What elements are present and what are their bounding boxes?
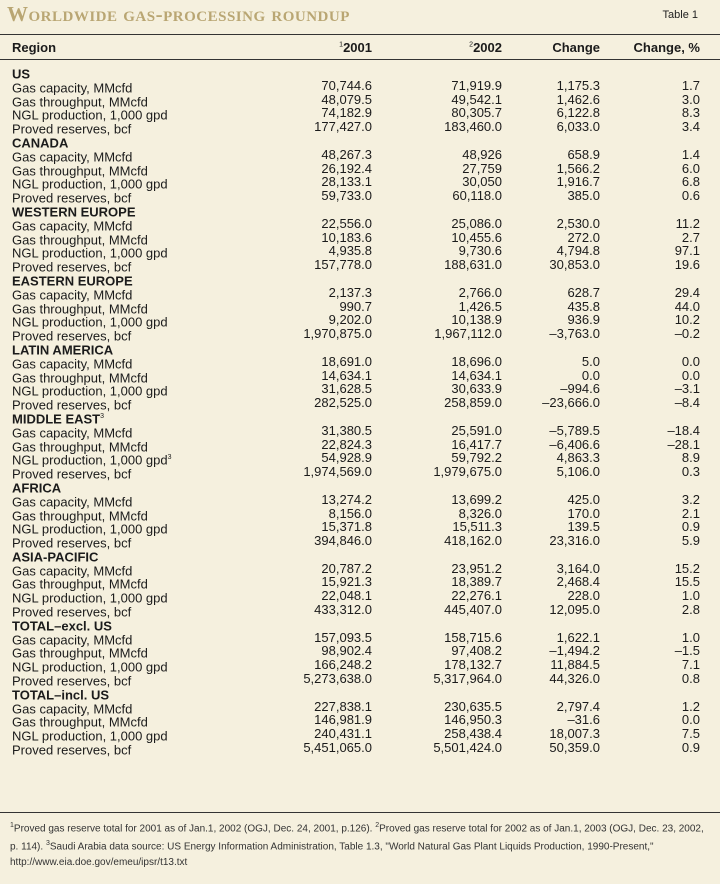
value-2001: 14,634.1 [321, 367, 372, 383]
value-change: 1,916.7 [556, 174, 600, 190]
region-heading: WESTERN EUROPE [12, 204, 136, 220]
table-row [0, 381, 720, 399]
table-row [0, 326, 720, 344]
row-label: NGL production, 1,000 gpd [12, 659, 168, 675]
value-2001: 18,691.0 [321, 353, 372, 369]
footnote-marker: 2 [375, 822, 380, 829]
row-label: Gas capacity, MMcfd [12, 149, 133, 165]
value-change: 658.9 [567, 146, 600, 162]
value-2002: 25,591.0 [451, 422, 502, 438]
value-2001: 157,093.5 [314, 629, 372, 645]
value-change-pct: 7.5 [681, 726, 700, 742]
row-label: Gas capacity, MMcfd [12, 563, 133, 579]
value-2002: 30,633.9 [451, 381, 502, 397]
value-2001: 1,974,569.0 [303, 464, 372, 480]
row-label: NGL production, 1,000 gpd [12, 107, 168, 123]
row-label: Proved reserves, bcf [12, 673, 132, 689]
value-2002: 30,050 [462, 174, 502, 190]
table-row [0, 574, 720, 592]
value-2002: 59,792.2 [451, 450, 502, 466]
value-change: 936.9 [567, 312, 600, 328]
row-label: Proved reserves, bcf [12, 535, 132, 551]
value-change-pct: 0.3 [681, 464, 700, 480]
value-2001: 59,733.0 [321, 188, 372, 204]
value-change-pct: 0.9 [681, 740, 700, 756]
table-row [0, 77, 720, 96]
region-heading: AFRICA [12, 480, 62, 496]
table-row [0, 243, 720, 261]
table-row [0, 519, 720, 537]
value-2002: 10,455.6 [451, 229, 502, 245]
value-2001: 394,846.0 [314, 533, 372, 549]
value-change-pct: 2.8 [681, 602, 700, 618]
region-heading: LATIN AMERICA [12, 342, 114, 358]
value-2001: 10,183.6 [321, 229, 372, 245]
value-2001: 990.7 [339, 298, 372, 314]
value-change: 272.0 [567, 229, 600, 245]
value-change-pct: 8.3 [681, 105, 700, 121]
table-row [0, 671, 720, 689]
value-2001: 1,970,875.0 [303, 326, 372, 342]
value-change-pct: –18.4 [667, 422, 700, 438]
value-change-pct: 5.9 [681, 533, 700, 549]
value-change: 385.0 [567, 188, 600, 204]
table-row [0, 422, 720, 441]
region-heading: TOTAL–incl. US [12, 687, 110, 703]
value-change-pct: 1.2 [681, 698, 700, 714]
footnote-text: Saudi Arabia data source: US Energy Information Administration, Table 1.3, "World Natural Gas Plant Liquids Production, 1990-Present," http://www.eia.doe.gov/emeu/ipsr/t13.txt [10, 841, 654, 868]
value-2002: 14,634.1 [451, 367, 502, 383]
row-label: Gas capacity, MMcfd [12, 218, 133, 234]
value-2002: 258,438.4 [444, 726, 502, 742]
table-row [0, 119, 720, 137]
table-row [0, 740, 720, 758]
value-change: 1,566.2 [556, 160, 600, 176]
value-2002: 418,162.0 [444, 533, 502, 549]
value-2002: 49,542.1 [451, 91, 502, 107]
table-row [0, 353, 720, 372]
value-2002: 15,511.3 [452, 519, 502, 535]
table-body [0, 65, 720, 758]
table-row [0, 712, 720, 730]
value-change: 0.0 [581, 367, 600, 383]
header-region: Region [12, 40, 57, 55]
value-change-pct: 0.8 [681, 671, 700, 687]
value-2001: 9,202.0 [328, 312, 372, 328]
value-change: 435.8 [567, 298, 600, 314]
value-2001: 54,928.9 [321, 450, 372, 466]
value-2001: 240,431.1 [314, 726, 372, 742]
row-label: Gas capacity, MMcfd [12, 425, 133, 441]
value-change-pct: 15.5 [674, 574, 700, 590]
value-change: 170.0 [567, 505, 600, 521]
footnote-marker: 3 [45, 840, 50, 848]
value-change: 228.0 [567, 588, 600, 604]
value-change-pct: 1.7 [681, 77, 700, 93]
value-2002: 5,317,964.0 [433, 671, 502, 687]
table-row [0, 93, 720, 107]
value-2002: 183,460.0 [444, 119, 502, 135]
value-change-pct: 0.0 [681, 712, 700, 728]
value-change: 2,797.4 [556, 698, 600, 714]
row-label: NGL production, 1,000 gpd [12, 521, 168, 537]
table-row [0, 588, 720, 606]
value-change: 628.7 [567, 284, 600, 300]
region-heading: CANADA [12, 135, 69, 151]
value-2001: 5,273,638.0 [303, 671, 372, 687]
row-label: Gas throughput, MMcfd [12, 507, 148, 523]
value-change-pct: –3.1 [674, 381, 700, 397]
value-change: 425.0 [567, 491, 600, 507]
value-2002: 8,326.0 [458, 505, 502, 521]
value-2001: 74,182.9 [321, 105, 372, 121]
value-change-pct: 1.0 [681, 629, 700, 645]
value-2002: 5,501,424.0 [433, 740, 502, 756]
value-change-pct: 6.8 [681, 174, 700, 190]
row-label: Gas capacity, MMcfd [12, 287, 133, 303]
value-change: 1,462.6 [556, 91, 600, 107]
row-label: NGL production, 1,000 gpd [12, 590, 168, 606]
row-label: Proved reserves, bcf [12, 259, 132, 275]
value-change-pct: 44.0 [674, 298, 700, 314]
value-2001: 433,312.0 [314, 602, 372, 618]
value-2002: 9,730.6 [458, 243, 502, 259]
table-row [0, 560, 720, 579]
row-label: Gas throughput, MMcfd [12, 231, 148, 247]
value-change-pct: 1.0 [681, 588, 700, 604]
row-label: Proved reserves, bcf [12, 190, 132, 206]
region-heading: MIDDLE EAST$^3$ [12, 411, 105, 427]
value-change: 6,122.8 [556, 105, 600, 121]
value-change-pct: 0.9 [681, 519, 700, 535]
row-label: Proved reserves, bcf [12, 397, 132, 413]
table-row [0, 450, 720, 468]
row-label: Proved reserves, bcf [12, 466, 132, 482]
value-change-pct: 11.2 [675, 215, 700, 231]
table-row [0, 464, 720, 482]
value-2002: 258,859.0 [444, 395, 502, 411]
value-change: –5,789.5 [549, 422, 600, 438]
value-2001: 177,427.0 [314, 119, 372, 135]
value-change-pct: 3.2 [681, 491, 700, 507]
table-row [0, 257, 720, 275]
value-change: 50,359.0 [549, 740, 600, 756]
value-change: 4,794.8 [556, 243, 600, 259]
table-row [0, 491, 720, 510]
table-row [0, 174, 720, 192]
value-2001: 48,267.3 [321, 146, 372, 162]
value-2002: 18,696.0 [451, 353, 502, 369]
region-heading: US [12, 66, 31, 82]
value-2002: 10,138.9 [451, 312, 502, 328]
value-2002: 48,926 [462, 146, 502, 162]
row-label: NGL production, 1,000 gpd [12, 245, 168, 261]
value-2001: 5,451,065.0 [303, 740, 372, 756]
table-row [0, 602, 720, 620]
value-2001: 70,744.6 [321, 77, 372, 93]
value-change-pct: 7.1 [681, 657, 700, 673]
footnotes [0, 812, 720, 870]
row-label: Proved reserves, bcf [12, 328, 132, 344]
footnote-text: Proved gas reserve total for 2002 as of Jan.1, 2003 (OGJ, Dec. 23, 2002, p. 114). [10, 823, 704, 853]
header-2002: $^2$2002 [469, 40, 502, 55]
value-change: –31.6 [567, 712, 600, 728]
table-row [0, 700, 720, 714]
value-change-pct: 29.4 [674, 284, 700, 300]
table-row [0, 507, 720, 521]
value-change: 30,853.0 [549, 257, 600, 273]
table-row [0, 146, 720, 165]
row-label: Gas throughput, MMcfd [12, 300, 148, 316]
value-change: 3,164.0 [556, 560, 600, 576]
value-2002: 158,715.6 [444, 629, 502, 645]
row-label: Gas throughput, MMcfd [12, 714, 148, 730]
row-label: Gas throughput, MMcfd [12, 369, 148, 385]
value-2001: 146,981.9 [314, 712, 372, 728]
value-change-pct: 19.6 [674, 257, 700, 273]
value-2001: 13,274.2 [321, 491, 372, 507]
column-header-row [0, 34, 720, 60]
value-2001: 20,787.2 [321, 560, 372, 576]
value-2002: 178,132.7 [444, 657, 502, 673]
value-change: 23,316.0 [549, 533, 600, 549]
table-row [0, 657, 720, 675]
row-label: NGL production, 1,000 gpd [12, 176, 168, 192]
value-change: 139.5 [567, 519, 600, 535]
value-2002: 1,967,112.0 [434, 326, 502, 342]
value-change-pct: 0.0 [681, 353, 700, 369]
value-change: 1,622.1 [556, 629, 600, 645]
table-row [0, 631, 720, 645]
value-change: 2,530.0 [556, 215, 600, 231]
value-2001: 166,248.2 [314, 657, 372, 673]
table-row [0, 312, 720, 330]
value-2002: 18,389.7 [451, 574, 502, 590]
value-change: 2,468.4 [556, 574, 600, 590]
row-label: Gas throughput, MMcfd [12, 93, 148, 109]
value-2001: 31,628.5 [321, 381, 372, 397]
value-2001: 4,935.8 [328, 243, 372, 259]
value-change: 44,326.0 [549, 671, 600, 687]
value-2001: 26,192.4 [321, 160, 372, 176]
row-label: Gas capacity, MMcfd [12, 700, 133, 716]
value-2001: 15,921.3 [321, 574, 372, 590]
value-2002: 445,407.0 [444, 602, 502, 618]
header-change: Change [552, 40, 600, 55]
row-label: Proved reserves, bcf [12, 604, 132, 620]
value-2002: 13,699.2 [451, 491, 502, 507]
value-change-pct: 0.6 [681, 188, 700, 204]
value-change: 12,095.0 [549, 602, 600, 618]
value-2002: 146,950.3 [444, 712, 502, 728]
value-2001: 28,133.1 [321, 174, 372, 190]
footnote-text: Proved gas reserve total for 2001 as of Jan.1, 2002 (OGJ, Dec. 24, 2001, p.126). [13, 823, 376, 835]
value-change-pct: 15.2 [674, 560, 700, 576]
value-2002: 1,426.5 [458, 298, 502, 314]
value-2001: 22,048.1 [321, 588, 372, 604]
value-2001: 282,525.0 [314, 395, 372, 411]
value-change: 5,106.0 [556, 464, 600, 480]
table-row [0, 231, 720, 245]
table-row [0, 105, 720, 123]
value-2002: 16,417.7 [451, 436, 502, 452]
value-change-pct: 6.0 [681, 160, 700, 176]
value-change: 6,033.0 [556, 119, 600, 135]
value-change-pct: 8.9 [681, 450, 700, 466]
value-change: –3,763.0 [549, 326, 600, 342]
table-row [0, 284, 720, 303]
value-2002: 230,635.5 [444, 698, 502, 714]
value-2001: 2,137.3 [328, 284, 372, 300]
value-2001: 157,778.0 [314, 257, 372, 273]
row-label: Gas capacity, MMcfd [12, 80, 133, 96]
value-2002: 23,951.2 [451, 560, 502, 576]
row-label: Gas throughput, MMcfd [12, 576, 148, 592]
table-row [0, 726, 720, 744]
value-2002: 27,759 [462, 160, 502, 176]
value-2001: 98,902.4 [321, 643, 372, 659]
value-2002: 80,305.7 [451, 105, 502, 121]
footnote-marker: 1 [10, 822, 14, 829]
value-2002: 25,086.0 [451, 215, 502, 231]
row-label: Gas throughput, MMcfd [12, 438, 148, 454]
row-label: Gas capacity, MMcfd [12, 632, 133, 647]
value-2001: 227,838.1 [314, 698, 372, 714]
value-2002: 97,408.2 [451, 643, 502, 659]
table-row [0, 533, 720, 551]
table-title: Worldwide gas-processing roundup [7, 2, 350, 26]
value-change: –1,494.2 [549, 643, 600, 659]
value-2001: 22,556.0 [321, 215, 372, 231]
value-2001: 48,079.5 [321, 91, 372, 107]
value-2002: 188,631.0 [444, 257, 502, 273]
row-label: Gas capacity, MMcfd [12, 356, 133, 372]
value-change-pct: –8.4 [674, 395, 700, 411]
table-row [0, 438, 720, 452]
value-change-pct: –28.1 [667, 436, 700, 452]
value-change: –6,406.6 [549, 436, 600, 452]
row-label: Gas capacity, MMcfd [12, 494, 133, 510]
value-2002: 22,276.1 [451, 588, 502, 604]
region-heading: EASTERN EUROPE [12, 273, 133, 289]
value-change: –23,666.0 [542, 395, 600, 411]
value-change-pct: 3.4 [681, 119, 700, 135]
row-label: Gas throughput, MMcfd [12, 162, 148, 178]
table-row [0, 643, 720, 661]
value-change-pct: 97.1 [674, 243, 700, 259]
row-label: Gas throughput, MMcfd [12, 645, 148, 661]
region-heading: TOTAL–excl. US [12, 618, 112, 634]
table-row [0, 395, 720, 413]
value-change: 18,007.3 [549, 726, 600, 742]
table-row [0, 300, 720, 314]
value-2001: 8,156.0 [328, 505, 372, 521]
value-change-pct: 3.0 [681, 91, 700, 107]
value-change-pct: –1.5 [674, 643, 700, 659]
table-row [0, 369, 720, 383]
row-label: NGL production, 1,000 gpd [12, 728, 168, 744]
row-label: NGL production, 1,000 gpd$^3$ [12, 452, 172, 468]
value-2002: 1,979,675.0 [433, 464, 502, 480]
value-2002: 2,766.0 [458, 284, 502, 300]
value-change-pct: –0.2 [674, 326, 700, 342]
value-2001: 31,380.5 [321, 422, 372, 438]
row-label: Proved reserves, bcf [12, 121, 132, 137]
value-change: 5.0 [581, 353, 600, 369]
value-2002: 71,919.9 [451, 77, 502, 93]
value-change: 1,175.3 [556, 77, 600, 93]
header-change-pct: Change, % [633, 40, 700, 55]
row-label: Proved reserves, bcf [12, 742, 132, 758]
value-2002: 60,118.0 [452, 188, 502, 204]
value-change-pct: 1.4 [681, 146, 700, 162]
value-change-pct: 10.2 [674, 312, 700, 328]
value-2001: 15,371.8 [321, 519, 372, 535]
table-row [0, 188, 720, 206]
value-change-pct: 2.1 [681, 505, 700, 521]
value-change: 11,884.5 [550, 657, 600, 673]
header-2001: $^1$2001 [339, 40, 372, 55]
region-heading: ASIA-PACIFIC [12, 549, 99, 565]
value-2001: 22,824.3 [321, 436, 372, 452]
value-change: 4,863.3 [556, 450, 600, 466]
value-change-pct: 2.7 [681, 229, 700, 245]
value-change: –994.6 [560, 381, 600, 397]
table-row [0, 215, 720, 234]
row-label: NGL production, 1,000 gpd [12, 314, 168, 330]
table-row [0, 162, 720, 176]
value-change-pct: 0.0 [681, 367, 700, 383]
table-number: Table 1 [662, 9, 698, 21]
row-label: NGL production, 1,000 gpd [12, 383, 168, 399]
